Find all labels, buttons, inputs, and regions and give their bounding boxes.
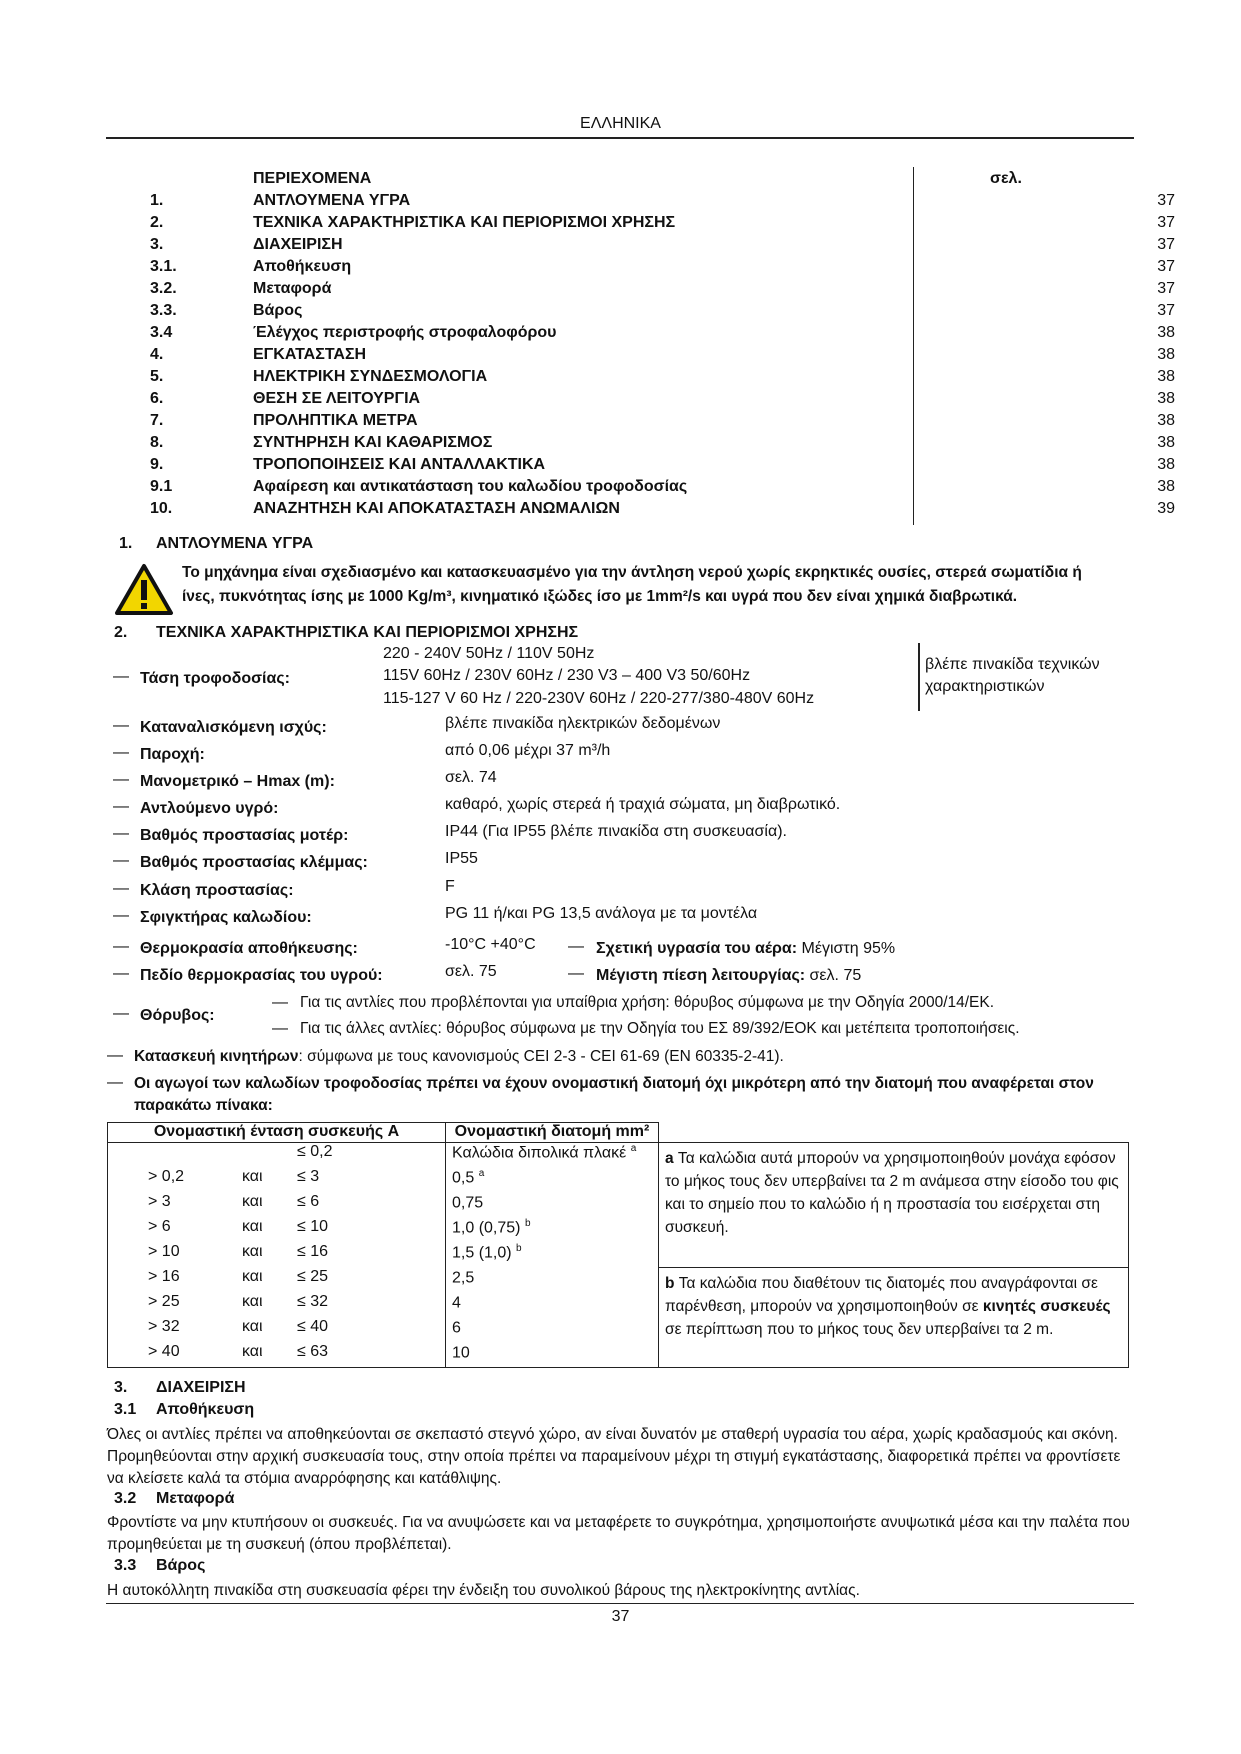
page-header-language: ΕΛΛΗΝΙΚΑ xyxy=(580,115,661,132)
toc-row xyxy=(150,346,1175,368)
toc-row xyxy=(150,214,1175,236)
current-to: ≤ 3 xyxy=(297,1167,320,1185)
cross-section-value: 2,5 xyxy=(452,1268,475,1286)
toc-item-number: 7. xyxy=(150,412,164,429)
bullet-dash: — xyxy=(113,668,129,685)
footnote-mark: a xyxy=(630,1143,637,1154)
spec-label: Βαθμός προστασίας κλέμμας: xyxy=(140,854,368,871)
toc-item-number: 8. xyxy=(150,434,164,451)
bullet-dash: — xyxy=(113,825,129,842)
current-range-cell xyxy=(108,1293,446,1318)
table-header-blank xyxy=(659,1123,1129,1143)
toc-page-label: σελ. xyxy=(990,170,1022,187)
footnote-b-text: Τα καλώδια που διαθέτουν τις διατομές που αναγράφονται σε παρένθεση, μπορούν να χρησιμοποιηθούν σε xyxy=(665,1275,1098,1315)
toc-item-title: ΕΓΚΑΤΑΣΤΑΣΗ xyxy=(253,346,367,363)
cross-section-cell xyxy=(446,1268,659,1293)
bullet-dash: — xyxy=(568,965,584,982)
toc-row xyxy=(150,192,1175,214)
current-and: και xyxy=(242,1342,263,1360)
motors-label: Κατασκευή κινητήρων xyxy=(134,1048,299,1065)
voltage-note-divider xyxy=(918,643,920,711)
section-3-2-number: 3.2 xyxy=(114,1490,137,1507)
toc-item-title: ΗΛΕΚΤΡΙΚΗ ΣΥΝΔΕΣΜΟΛΟΓΙΑ xyxy=(253,368,488,385)
table-header-section: Ονομαστική διατομή mm² xyxy=(446,1123,659,1143)
bullet-dash: — xyxy=(113,938,129,955)
current-to: ≤ 6 xyxy=(297,1192,320,1210)
current-range-cell xyxy=(108,1218,446,1243)
toc-item-page: 39 xyxy=(1157,500,1175,517)
toc-row xyxy=(150,236,1175,258)
current-from: > 32 xyxy=(148,1317,180,1335)
toc-item-page: 37 xyxy=(1157,258,1175,275)
toc-item-page: 38 xyxy=(1157,434,1175,451)
voltage-label: Τάση τροφοδοσίας: xyxy=(140,670,290,687)
toc-item-number: 9.1 xyxy=(150,478,173,495)
toc-item-title: ΑΝΑΖΗΤΗΣΗ ΚΑΙ ΑΠΟΚΑΤΑΣΤΑΣΗ ΑΝΩΜΑΛΙΩΝ xyxy=(253,500,620,517)
current-to: ≤ 40 xyxy=(297,1317,329,1335)
bullet-dash: — xyxy=(113,744,129,761)
pressure-row xyxy=(596,967,861,985)
footer-rule xyxy=(106,1603,1134,1604)
toc-item-page: 37 xyxy=(1157,302,1175,319)
toc-item-number: 5. xyxy=(150,368,164,385)
toc-row xyxy=(150,368,1175,390)
cross-section-cell xyxy=(446,1143,659,1168)
current-range-cell xyxy=(108,1193,446,1218)
toc-item-number: 3.1. xyxy=(150,258,177,275)
toc-item-title: ΤΡΟΠΟΠΟΙΗΣΕΙΣ ΚΑΙ ΑΝΤΑΛΛΑΚΤΙΚΑ xyxy=(253,456,546,473)
footnote-mark: b xyxy=(516,1242,522,1254)
current-and: και xyxy=(242,1192,263,1210)
current-and: και xyxy=(242,1167,263,1185)
current-to: ≤ 0,2 xyxy=(297,1143,333,1160)
current-to: ≤ 63 xyxy=(297,1342,329,1360)
bullet-dash: — xyxy=(107,1074,123,1091)
spec-label: Βαθμός προστασίας μοτέρ: xyxy=(140,827,349,844)
toc-item-page: 37 xyxy=(1157,236,1175,253)
spec-label: Μανομετρικό – Hmax (m): xyxy=(140,773,335,790)
humidity-label: Σχετική υγρασία του αέρα: xyxy=(596,940,798,957)
toc-item-title: Αποθήκευση xyxy=(253,258,352,275)
cross-section-value: 1,0 (0,75) xyxy=(452,1218,525,1236)
section-3-3-number: 3.3 xyxy=(114,1557,137,1574)
toc-item-number: 3. xyxy=(150,236,164,253)
section-3-2-title: Μεταφορά xyxy=(156,1490,235,1507)
current-range-cell xyxy=(108,1268,446,1293)
toc-item-number: 2. xyxy=(150,214,164,231)
cable-requirement-line-2: παρακάτω πίνακα: xyxy=(134,1097,273,1114)
voltage-line-2: 115V 60Hz / 230V 60Hz / 230 V3 – 400 V3 50/60Hz xyxy=(383,667,751,684)
humidity-row xyxy=(596,940,895,958)
toc-row xyxy=(150,390,1175,412)
toc-item-page: 38 xyxy=(1157,324,1175,341)
cross-section-value: 10 xyxy=(452,1343,470,1361)
page-number: 37 xyxy=(611,1608,630,1625)
table-row xyxy=(108,1268,1129,1293)
toc-item-number: 10. xyxy=(150,500,173,517)
spec-label: Παροχή: xyxy=(140,746,205,763)
spec-value: F xyxy=(445,878,455,895)
cross-section-cell xyxy=(446,1218,659,1243)
humidity-value: Μέγιστη 95% xyxy=(797,940,896,957)
toc-item-number: 3.4 xyxy=(150,324,173,341)
section-3-2-text: Φροντίστε να μην κτυπήσουν οι συσκευές. Για να ανυψώσετε και να μεταφέρετε το συγκρότημα, χρησιμοποιήστε ανυψωτικά μέσα και την παλέτα που προμηθεύεται με τη συσκευή (όπου προβλέπεται). xyxy=(107,1514,1130,1553)
toc-item-page: 37 xyxy=(1157,192,1175,209)
toc-item-title: Αφαίρεση και αντικατάσταση του καλωδίου τροφοδοσίας xyxy=(253,478,688,495)
current-to: ≤ 25 xyxy=(297,1267,329,1285)
toc-item-number: 9. xyxy=(150,456,164,473)
footnote-b-cell xyxy=(659,1268,1129,1368)
toc-item-page: 37 xyxy=(1157,280,1175,297)
bullet-dash: — xyxy=(113,717,129,734)
spec-label: Σφιγκτήρας καλωδίου: xyxy=(140,909,312,926)
warning-text-line-1: Το μηχάνημα είναι σχεδιασμένο και κατασκευασμένο για την άντληση νερού χωρίς εκρηκτικές ουσίες, στερεά σωματίδια ή xyxy=(182,564,1082,581)
liquid-temp-value: σελ. 75 xyxy=(445,963,497,980)
toc-item-title: ΘΕΣΗ ΣΕ ΛΕΙΤΟΥΡΓΙΑ xyxy=(253,390,421,407)
footnote-b-bold: κινητές συσκευές xyxy=(982,1298,1111,1315)
footnote-a-text: Τα καλώδια αυτά μπορούν να χρησιμοποιηθούν μονάχα εφόσον το μήκος τους δεν υπερβαίνει τα 2 m ανάμεσα στην είσοδο του φις και το σημείο που το καλώδιο ή η προστασία του εισέρχεται στη συσκευή. xyxy=(665,1150,1119,1236)
toc-title: ΠΕΡΙΕΧΟΜΕΝΑ xyxy=(253,170,372,187)
current-from: > 25 xyxy=(148,1292,180,1310)
toc-item-title: ΑΝΤΛΟΥΜΕΝΑ ΥΓΡΑ xyxy=(253,192,411,209)
footnote-mark: a xyxy=(478,1167,485,1179)
noise-label: Θόρυβος: xyxy=(140,1007,215,1024)
bullet-dash: — xyxy=(113,907,129,924)
spec-value: IP44 (Για IP55 βλέπε πινακίδα στη συσκευασία). xyxy=(445,823,787,840)
noise-line-2: Για τις άλλες αντλίες: θόρυβος σύμφωνα με την Οδηγία του ΕΣ 89/392/ΕΟΚ και μετέπειτα τροποποιήσεις. xyxy=(300,1020,1020,1037)
current-from: > 10 xyxy=(148,1242,180,1260)
cross-section-cell xyxy=(446,1343,659,1368)
toc-item-title: ΤΕΧΝΙΚΑ ΧΑΡΑΚΤΗΡΙΣΤΙΚΑ ΚΑΙ ΠΕΡΙΟΡΙΣΜΟΙ ΧΡΗΣΗΣ xyxy=(253,214,676,231)
cable-requirement-line-1: Οι αγωγοί των καλωδίων τροφοδοσίας πρέπει να έχουν ονομαστική διατομή όχι μικρότερη από την διατομή που αναφέρεται στον xyxy=(134,1075,1094,1092)
current-and: και xyxy=(242,1242,263,1260)
table-header-current: Ονομαστική ένταση συσκευής A xyxy=(108,1123,446,1143)
section-2-number: 2. xyxy=(114,624,128,641)
section-1-title: ΑΝΤΛΟΥΜΕΝΑ ΥΓΡΑ xyxy=(156,535,314,552)
voltage-note-line-1: βλέπε πινακίδα τεχνικών xyxy=(925,656,1100,673)
section-3-3-text: Η αυτοκόλλητη πινακίδα στη συσκευασία φέρει την ένδειξη του συνολικού βάρους της ηλεκτροκίνητης αντλίας. xyxy=(107,1582,860,1599)
footnote-b-mark: b xyxy=(665,1275,675,1292)
bullet-dash: — xyxy=(272,1020,288,1037)
spec-label: Καταναλισκόμενη ισχύς: xyxy=(140,719,327,736)
toc-row xyxy=(150,280,1175,302)
storage-temp-value: -10°C +40°C xyxy=(445,936,536,953)
section-2-title: ΤΕΧΝΙΚΑ ΧΑΡΑΚΤΗΡΙΣΤΙΚΑ ΚΑΙ ΠΕΡΙΟΡΙΣΜΟΙ ΧΡΗΣΗΣ xyxy=(156,624,579,641)
toc-item-title: Έλέγχος περιστροφής στροφαλοφόρου xyxy=(253,324,557,341)
current-and: και xyxy=(242,1317,263,1335)
toc-row xyxy=(150,412,1175,434)
current-range-cell xyxy=(108,1168,446,1193)
toc-item-page: 37 xyxy=(1157,214,1175,231)
bullet-dash: — xyxy=(272,994,288,1011)
toc-row xyxy=(150,302,1175,324)
current-from: > 0,2 xyxy=(148,1167,185,1185)
toc-item-page: 38 xyxy=(1157,390,1175,407)
spec-value: σελ. 74 xyxy=(445,769,497,786)
section-3-1-number: 3.1 xyxy=(114,1401,137,1418)
header-rule xyxy=(106,137,1134,139)
cross-section-value: 4 xyxy=(452,1293,461,1311)
toc-item-number: 6. xyxy=(150,390,164,407)
current-to: ≤ 32 xyxy=(297,1292,329,1310)
bullet-dash: — xyxy=(113,1005,129,1022)
bullet-dash: — xyxy=(107,1047,123,1064)
footnote-a-mark: a xyxy=(665,1150,674,1167)
spec-value: βλέπε πινακίδα ηλεκτρικών δεδομένων xyxy=(445,715,721,732)
toc-item-page: 38 xyxy=(1157,346,1175,363)
section-1-number: 1. xyxy=(119,535,133,552)
cross-section-cell xyxy=(446,1193,659,1218)
current-to: ≤ 10 xyxy=(297,1217,329,1235)
cross-section-value: 0,5 xyxy=(452,1168,479,1186)
toc-item-title: Βάρος xyxy=(253,302,303,319)
toc-item-page: 38 xyxy=(1157,368,1175,385)
current-from: > 3 xyxy=(148,1192,171,1210)
footnote-b-text-end: σε περίπτωση που το μήκος τους δεν υπερβαίνει τα 2 m. xyxy=(665,1321,1054,1338)
spec-value: από 0,06 μέχρι 37 m³/h xyxy=(445,742,611,759)
cross-section-value: Καλώδια διπολικά πλακέ xyxy=(452,1144,631,1162)
current-range-cell xyxy=(108,1318,446,1343)
toc-item-page: 38 xyxy=(1157,456,1175,473)
motors-value: : σύμφωνα με τους κανονισμούς CEI 2-3 - CEI 61-69 (EN 60335-2-41). xyxy=(298,1048,784,1065)
toc-item-title: ΣΥΝΤΗΡΗΣΗ ΚΑΙ ΚΑΘΑΡΙΣΜΟΣ xyxy=(253,434,493,451)
pressure-value: σελ. 75 xyxy=(805,967,862,984)
warning-icon xyxy=(114,563,174,616)
toc-item-page: 38 xyxy=(1157,412,1175,429)
cross-section-cell xyxy=(446,1318,659,1343)
current-range-cell xyxy=(108,1243,446,1268)
toc-row xyxy=(150,478,1175,500)
spec-label: Κλάση προστασίας: xyxy=(140,882,294,899)
current-from: > 6 xyxy=(148,1217,171,1235)
liquid-temp-label: Πεδίο θερμοκρασίας του υγρού: xyxy=(140,967,383,984)
bullet-dash: — xyxy=(113,771,129,788)
current-and: και xyxy=(242,1292,263,1310)
cross-section-value: 6 xyxy=(452,1318,461,1336)
current-range-cell xyxy=(108,1343,446,1368)
toc-item-page: 38 xyxy=(1157,478,1175,495)
bullet-dash: — xyxy=(568,938,584,955)
toc-item-title: Μεταφορά xyxy=(253,280,332,297)
cross-section-value: 1,5 (1,0) xyxy=(452,1243,517,1261)
cross-section-cell xyxy=(446,1168,659,1193)
toc-row xyxy=(150,434,1175,456)
current-and: και xyxy=(242,1217,263,1235)
section-3-title: ΔΙΑΧΕΙΡΙΣΗ xyxy=(156,1379,246,1396)
cross-section-cell xyxy=(446,1293,659,1318)
current-and: και xyxy=(242,1267,263,1285)
toc-row xyxy=(150,456,1175,478)
warning-text-line-2: ίνες, πυκνότητας ίσης με 1000 Kg/m³, κινηματικό ιξώδες ίσο με 1mm²/s και υγρά που δεν είναι χημικά διαβρωτικά. xyxy=(182,588,1018,605)
voltage-line-3: 115-127 V 60 Hz / 220-230V 60Hz / 220-277/380-480V 60Hz xyxy=(383,690,815,707)
spec-value: IP55 xyxy=(445,850,478,867)
pressure-label: Μέγιστη πίεση λειτουργίας: xyxy=(596,967,806,984)
toc-item-title: ΔΙΑΧΕΙΡΙΣΗ xyxy=(253,236,343,253)
section-3-1-text: Όλες οι αντλίες πρέπει να αποθηκεύονται σε σκεπαστό στεγνό χώρο, αν είναι δυνατόν με σταθερή υγρασία του αέρα, χωρίς κραδασμούς και σκόνη. Προμηθεύονται στην αρχική συσκευασία τους, στην οποία πρέπει να παραμείνουν μέχρι τη στιγμή εγκατάστασης, διαφορετικά πρέπει να φροντίσετε να κλείσετε καλά τα στόμια αναρρόφησης και κατάθλιψης. xyxy=(107,1426,1121,1487)
toc-item-number: 3.3. xyxy=(150,302,177,319)
toc-item-title: ΠΡΟΛΗΠΤΙΚΑ ΜΕΤΡΑ xyxy=(253,412,418,429)
toc-item-number: 1. xyxy=(150,192,164,209)
spec-label: Αντλούμενο υγρό: xyxy=(140,800,279,817)
footnote-mark: b xyxy=(524,1217,531,1229)
toc-item-number: 4. xyxy=(150,346,164,363)
bullet-dash: — xyxy=(113,880,129,897)
noise-line-1: Για τις αντλίες που προβλέπονται για υπαίθρια χρήση: θόρυβος σύμφωνα με την Οδηγία 2000/14/ΕΚ. xyxy=(300,994,995,1011)
cross-section-value: 0,75 xyxy=(452,1193,484,1211)
footnote-a-cell xyxy=(659,1143,1129,1268)
spec-value: καθαρό, χωρίς στερεά ή τραχιά σώματα, μη διαβρωτικό. xyxy=(445,796,841,813)
section-3-3-title: Βάρος xyxy=(156,1557,206,1574)
cross-section-cell xyxy=(446,1243,659,1268)
storage-temp-label: Θερμοκρασία αποθήκευσης: xyxy=(140,940,358,957)
section-3-1-title: Αποθήκευση xyxy=(156,1401,255,1418)
motors-row xyxy=(134,1048,784,1066)
voltage-note-line-2: χαρακτηριστικών xyxy=(925,678,1045,695)
current-to: ≤ 16 xyxy=(297,1242,329,1260)
current-range-cell xyxy=(108,1143,446,1168)
spec-value: PG 11 ή/και PG 13,5 ανάλογα με τα μοντέλα xyxy=(445,905,758,922)
table-row xyxy=(108,1143,1129,1168)
section-3-number: 3. xyxy=(114,1379,128,1396)
current-from: > 16 xyxy=(148,1267,180,1285)
voltage-line-1: 220 - 240V 50Hz / 110V 50Hz xyxy=(383,645,595,662)
bullet-dash: — xyxy=(113,852,129,869)
toc-row xyxy=(150,258,1175,280)
toc-row xyxy=(150,324,1175,346)
bullet-dash: — xyxy=(113,965,129,982)
toc-row xyxy=(150,500,1175,522)
current-from: > 40 xyxy=(148,1342,180,1360)
bullet-dash: — xyxy=(113,798,129,815)
toc-item-number: 3.2. xyxy=(150,280,177,297)
cable-section-table xyxy=(107,1122,1129,1368)
